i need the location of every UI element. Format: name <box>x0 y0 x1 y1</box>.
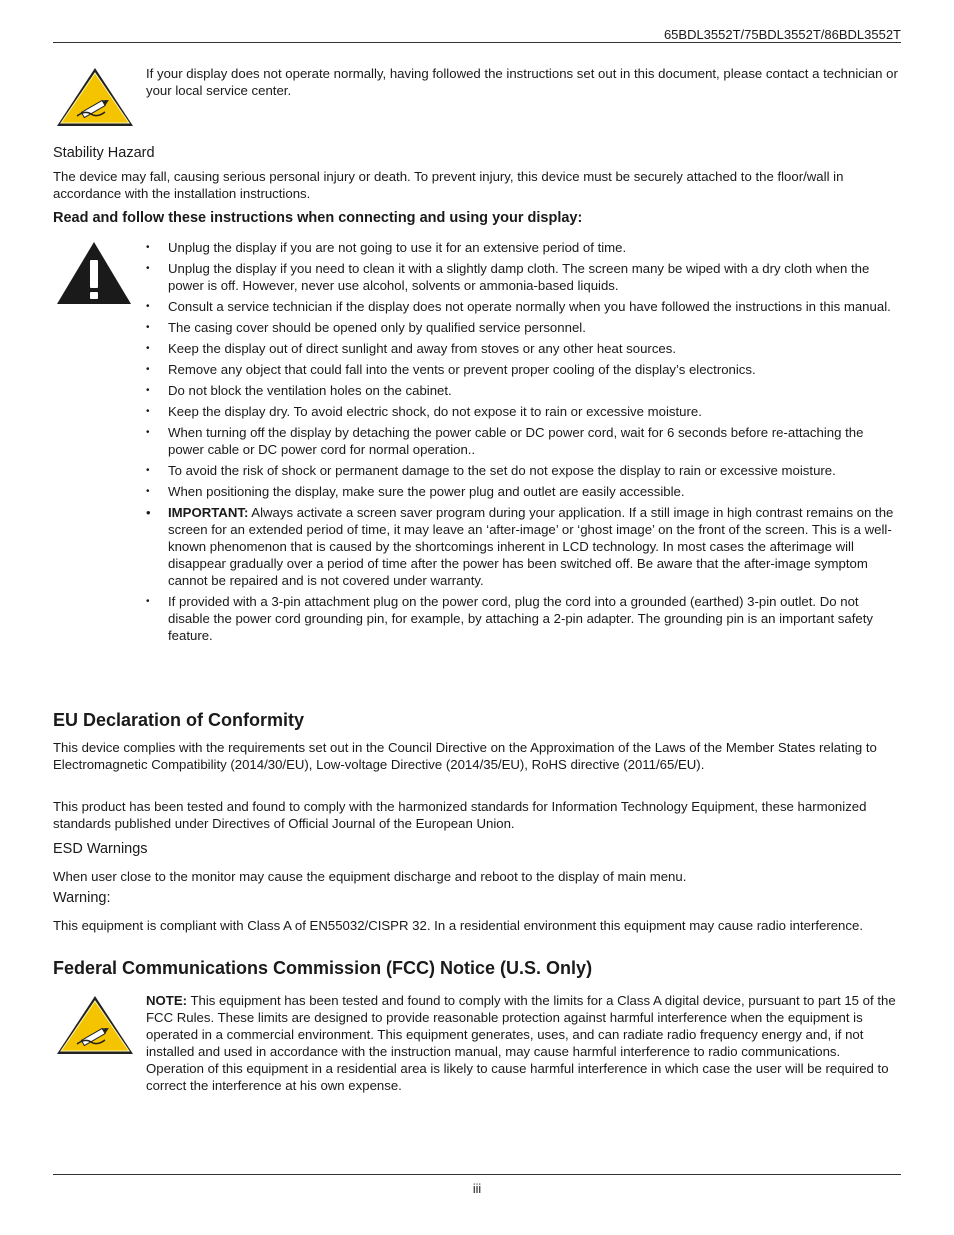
fcc-section-title: Federal Communications Commission (FCC) Notice (U.S. Only) <box>53 958 593 978</box>
list-item: • Unplug the display if you need to clean it with a slightly damp cloth. The screen many be wiped with a dry cloth when the power is off. However, never use alcohol, solvents or ammonia-based liquids. <box>146 260 901 294</box>
warning-body: This equipment is compliant with Class A of EN55032/CISPR 32. In a residential environment this equipment may cause radio interference. <box>53 918 863 933</box>
list-item: • When positioning the display, make sure the power plug and outlet are easily accessible. <box>146 483 901 500</box>
list-item: • Keep the display dry. To avoid electric shock, do not expose it to rain or excessive moisture. <box>146 403 901 420</box>
esd-body: When user close to the monitor may cause the equipment discharge and reboot to the display of main menu. <box>53 869 687 884</box>
list-item: • Do not block the ventilation holes on the cabinet. <box>146 382 901 399</box>
fcc-note-text: This equipment has been tested and found to comply with the limits for a Class A digital device, pursuant to part 15 of the FCC Rules. These limits are designed to provide reasonable protection against harmful interference when the equipment is operated in a commercial environment. This equipment generates, uses, and can radiate radio frequency energy and, if not installed and used in accordance with the instruction manual, may cause harmful interference to radio communications. Operation of this equipment in a residential area is likely to cause harmful interference in which case the user will be required to correct the interference at his own expense. <box>146 993 896 1093</box>
footer-divider <box>53 1174 901 1175</box>
important-label: IMPORTANT: <box>168 505 249 520</box>
list-item: • Remove any object that could fall into the vents or prevent proper cooling of the display’s electronics. <box>146 361 901 378</box>
list-item: • To avoid the risk of shock or permanent damage to the set do not expose the display to rain or excessive moisture. <box>146 462 901 479</box>
page-number: iii <box>472 1182 482 1196</box>
list-item-important <box>146 504 901 589</box>
eu-paragraph-1: This device complies with the requirements set out in the Council Directive on the Approximation of the Laws of the Member States relating to Electromagnetic Compatibility (2014/30/EU), Low-voltage Directive (2014/35/EU), RoHS directive (2011/65/EU). <box>53 740 877 772</box>
list-item: • Keep the display out of direct sunlight and away from stoves or any other heat sources. <box>146 340 901 357</box>
header-model-number: 65BDL3552T/75BDL3552T/86BDL3552T <box>663 27 901 42</box>
warning-exclamation-icon <box>56 240 132 306</box>
caution-note-icon <box>55 992 135 1056</box>
list-item: • Unplug the display if you are not going to use it for an extensive period of time. <box>146 239 901 256</box>
notice-text: If your display does not operate normally, having followed the instructions set out in this document, please contact a technician or your local service center. <box>146 66 898 98</box>
stability-title: Stability Hazard <box>53 145 155 161</box>
fcc-note <box>146 992 901 1094</box>
eu-paragraph-2: This product has been tested and found to comply with the harmonized standards for Information Technology Equipment, these harmonized standards published under Directives of Official Journal of the European Union. <box>53 799 867 831</box>
list-item: • If provided with a 3-pin attachment plug on the power cord, plug the cord into a grounded (earthed) 3-pin outlet. Do not disable the power cord grounding pin, for example, by attaching a 2-pin adapter. The grounding pin is an important safety feature. <box>146 593 901 644</box>
safety-instructions-list <box>146 239 901 648</box>
list-item: • When turning off the display by detaching the power cable or DC power cord, wait for 6 seconds before re-attaching the power cable or DC power cord for normal operation.. <box>146 424 901 458</box>
list-item: • The casing cover should be opened only by qualified service personnel. <box>146 319 901 336</box>
eu-section-title: EU Declaration of Conformity <box>53 710 305 730</box>
esd-title: ESD Warnings <box>53 841 148 857</box>
instructions-heading: Read and follow these instructions when connecting and using your display: <box>53 210 583 226</box>
warning-title: Warning: <box>53 890 111 906</box>
list-item: • Consult a service technician if the display does not operate normally when you have followed the instructions in this manual. <box>146 298 901 315</box>
header-divider <box>53 42 901 43</box>
caution-note-icon <box>55 64 135 128</box>
important-text: Always activate a screen saver program during your application. If a still image in high contrast remains on the screen for an extended period of time, it may leave an ‘after-image’ or ‘ghost image’ on the front of the screen. This is a well-known phenomenon that is caused by the shortcomings inherent in LCD technology. In most cases the afterimage will disappear gradually over a period of time after the power has been switched off. Be aware that the after-image symptom cannot be repaired and is not covered under warranty. <box>168 505 894 588</box>
fcc-note-label: NOTE: <box>146 993 188 1008</box>
stability-body: The device may fall, causing serious personal injury or death. To prevent injury, this device must be securely attached to the floor/wall in accordance with the installation instructions. <box>53 169 844 201</box>
